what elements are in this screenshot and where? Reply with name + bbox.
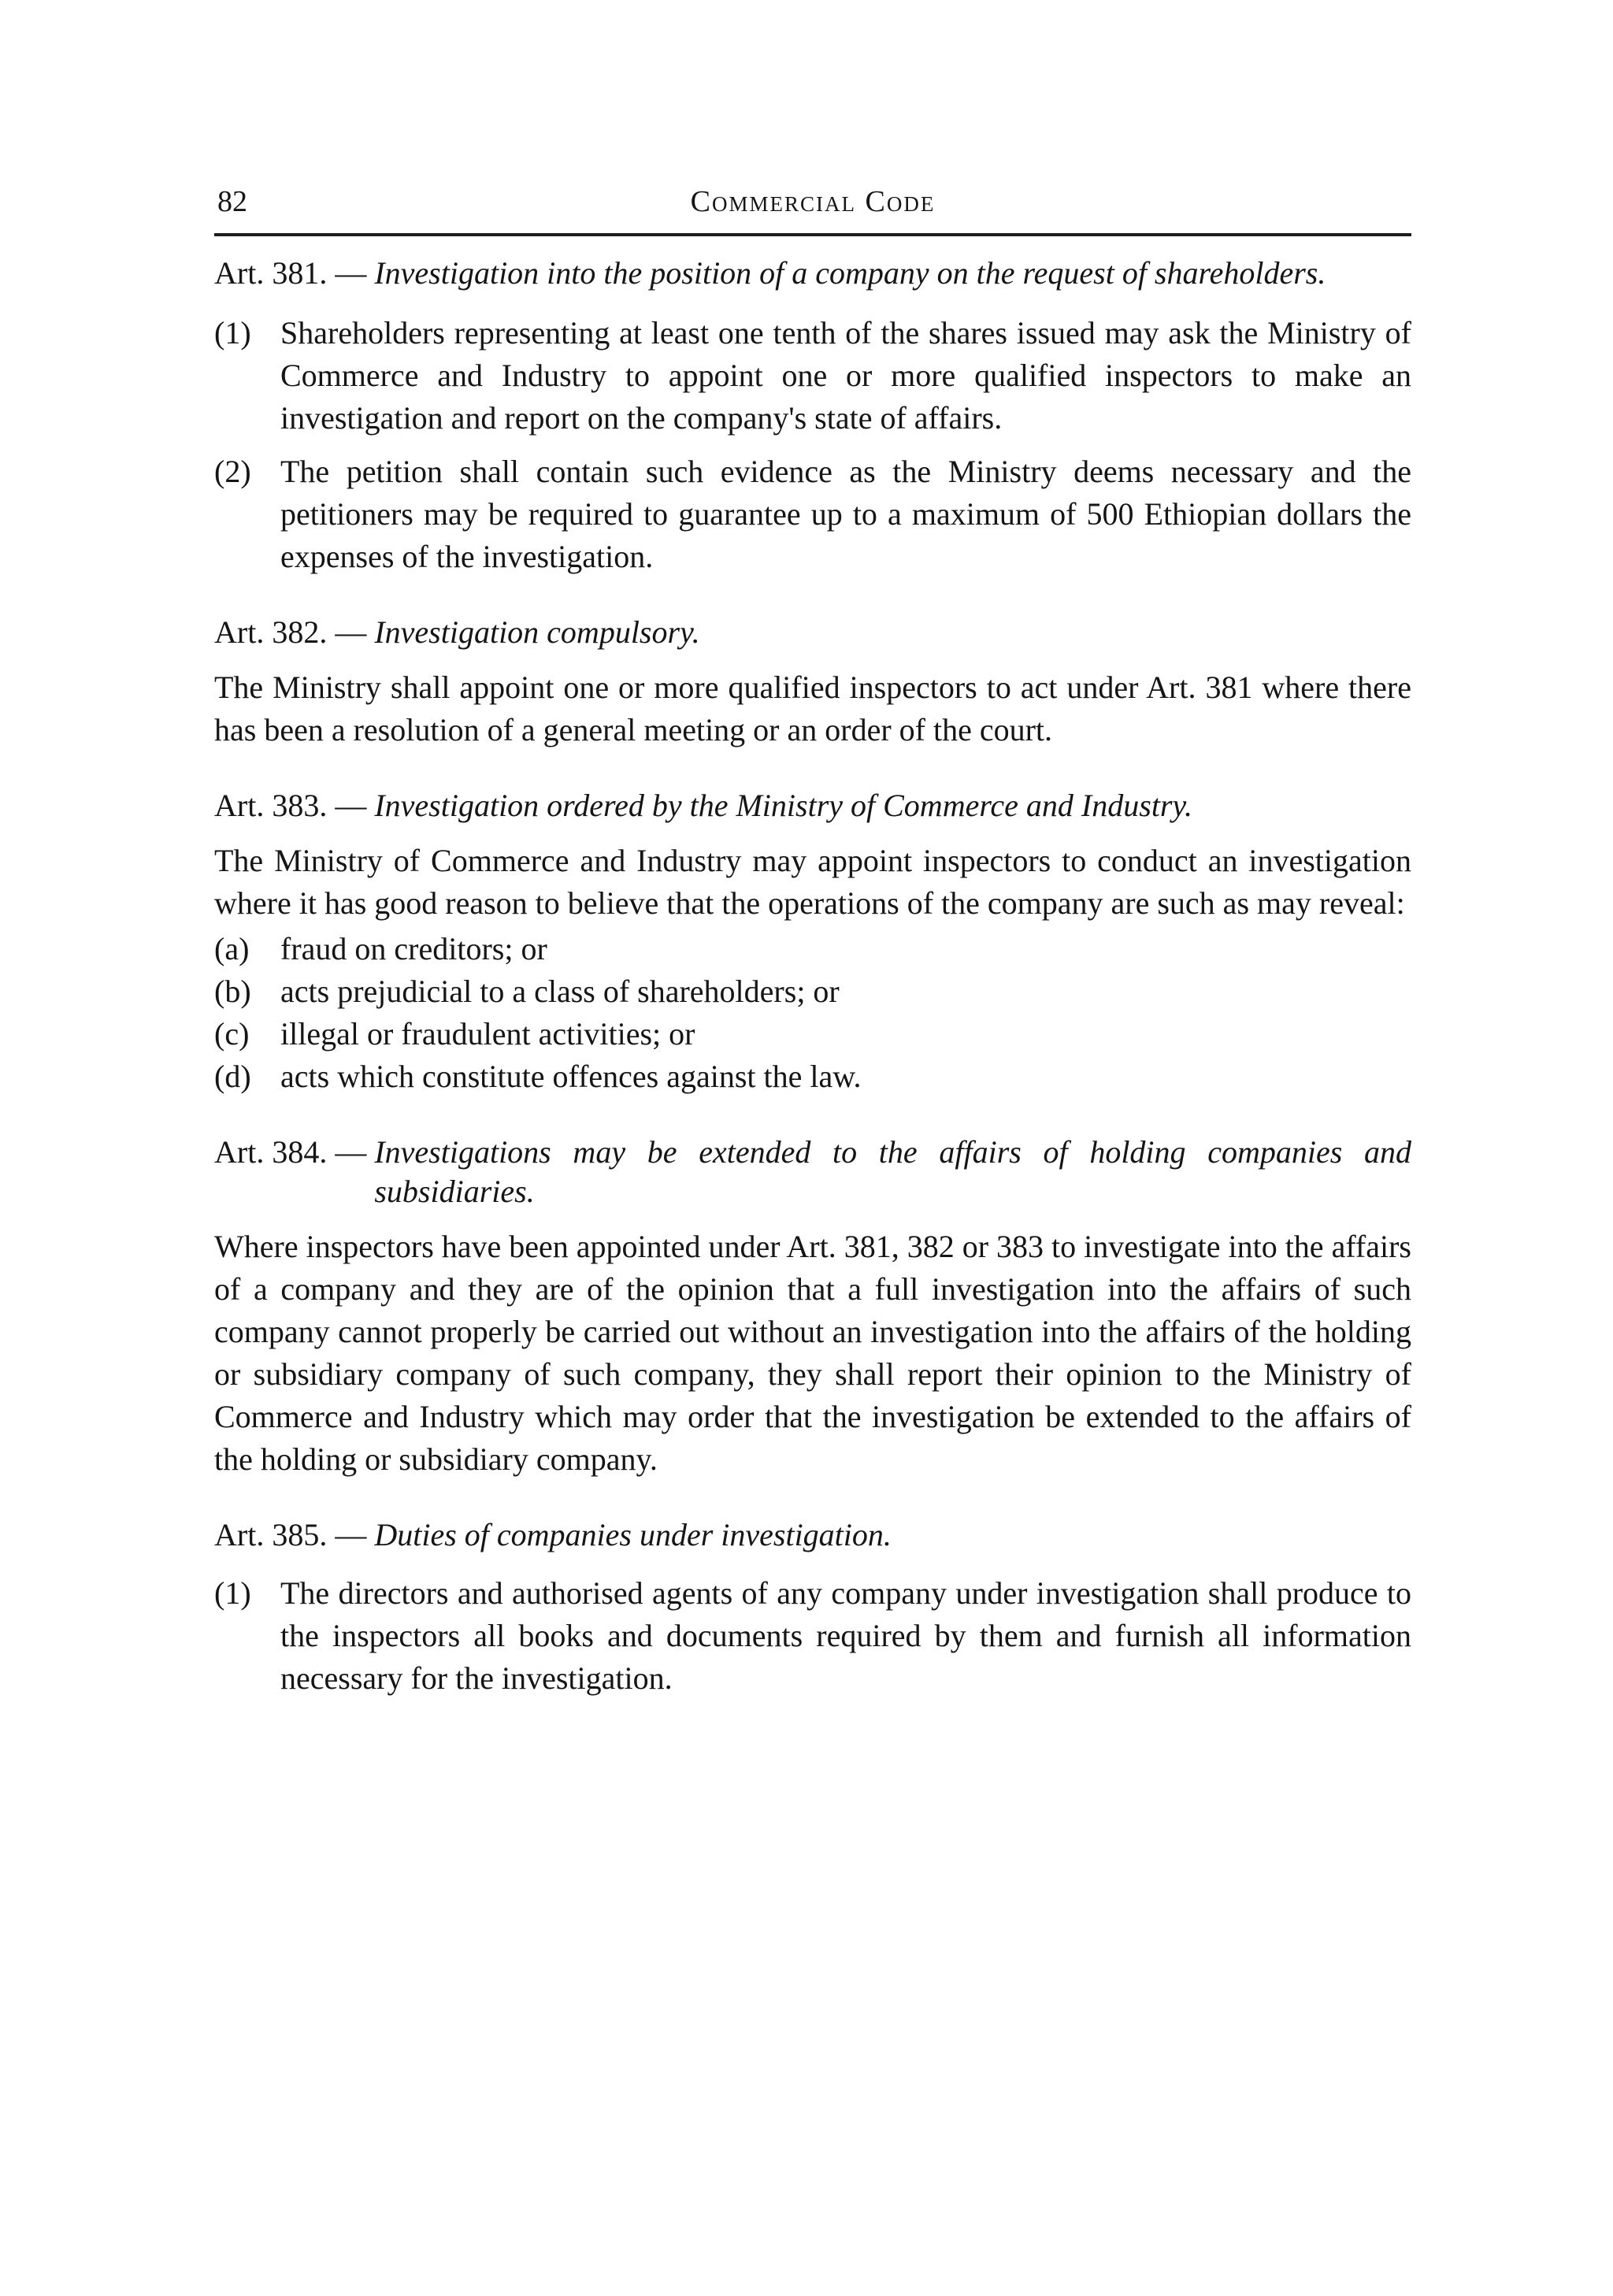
article-title <box>214 1133 1411 1211</box>
list-item <box>214 1055 1411 1098</box>
article-383 <box>214 786 1411 1098</box>
article-heading: Duties of companies under investigation. <box>374 1517 892 1552</box>
page-number: 82 <box>217 185 247 218</box>
article-item <box>214 312 1411 440</box>
article-number: Art. 385. — <box>214 1517 375 1552</box>
item-text: The petition shall contain such evidence as the Ministry deems necessary and the petitioners may be required to guarantee up to a maximum of 500 Ethiopian dollars the expenses of the investigation. <box>280 454 1411 574</box>
article-heading: Investigation ordered by the Ministry of Commerce and Industry. <box>374 788 1193 823</box>
article-381 <box>214 254 1411 578</box>
list-item <box>214 928 1411 970</box>
article-385 <box>214 1515 1411 1700</box>
article-title <box>214 613 1411 652</box>
running-head: Commercial Code <box>690 185 936 218</box>
article-title <box>214 254 1411 293</box>
document-page <box>214 183 1411 1700</box>
article-number: Art. 384. — <box>214 1134 375 1170</box>
item-label: (1) <box>214 315 251 351</box>
item-label: (c) <box>214 1016 250 1052</box>
item-text: illegal or fraudulent activities; or <box>280 1016 695 1052</box>
page-header <box>214 183 1411 232</box>
item-text: The directors and authorised agents of any company under investigation shall produce to the inspectors all books and documents required by them and furnish all information necessary for the investigation. <box>280 1575 1411 1696</box>
item-text: fraud on creditors; or <box>280 931 547 966</box>
article-number: Art. 381. — <box>214 255 375 291</box>
item-text: acts which constitute offences against the law. <box>280 1059 862 1094</box>
item-label: (a) <box>214 931 250 966</box>
article-title <box>214 1515 1411 1555</box>
list-item <box>214 970 1411 1013</box>
article-heading: Investigations may be extended to the affairs of holding companies and subsidiaries. <box>374 1134 1411 1209</box>
article-list <box>214 928 1411 1098</box>
item-text: acts prejudicial to a class of shareholders; or <box>280 974 840 1009</box>
item-label: (d) <box>214 1059 251 1094</box>
item-label: (b) <box>214 974 251 1009</box>
article-heading: Investigation into the position of a company on the request of shareholders. <box>374 255 1326 291</box>
article-body: The Ministry shall appoint one or more qualified inspectors to act under Art. 381 where there has been a resolution of a general meeting or an order of the court. <box>214 670 1411 747</box>
item-text: Shareholders representing at least one tenth of the shares issued may ask the Ministry of Commerce and Industry to appoint one or more qualified inspectors to make an investigation and report on the company's state of affairs. <box>280 315 1411 436</box>
article-item <box>214 1572 1411 1700</box>
item-label: (1) <box>214 1575 251 1611</box>
header-rule <box>214 233 1411 236</box>
article-title <box>214 786 1411 825</box>
article-body: Where inspectors have been appointed under Art. 381, 382 or 383 to investigate into the affairs of a company and they are of the opinion that a full investigation into the affairs of such company cannot properly be carried out without an investigation into the affairs of the holding or subsidiary company of such company, they shall report their opinion to the Ministry of Commerce and Industry which may order that the investigation be extended to the affairs of the holding or subsidiary company. <box>214 1229 1411 1477</box>
article-item <box>214 451 1411 578</box>
item-label: (2) <box>214 454 251 489</box>
article-384 <box>214 1133 1411 1481</box>
article-number: Art. 383. — <box>214 788 375 823</box>
article-number: Art. 382. — <box>214 614 375 650</box>
list-item <box>214 1013 1411 1055</box>
article-body: The Ministry of Commerce and Industry may appoint inspectors to conduct an investigation where it has good reason to believe that the operations of the company are such as may reveal: <box>214 843 1411 921</box>
article-heading: Investigation compulsory. <box>374 614 700 650</box>
article-382 <box>214 613 1411 751</box>
